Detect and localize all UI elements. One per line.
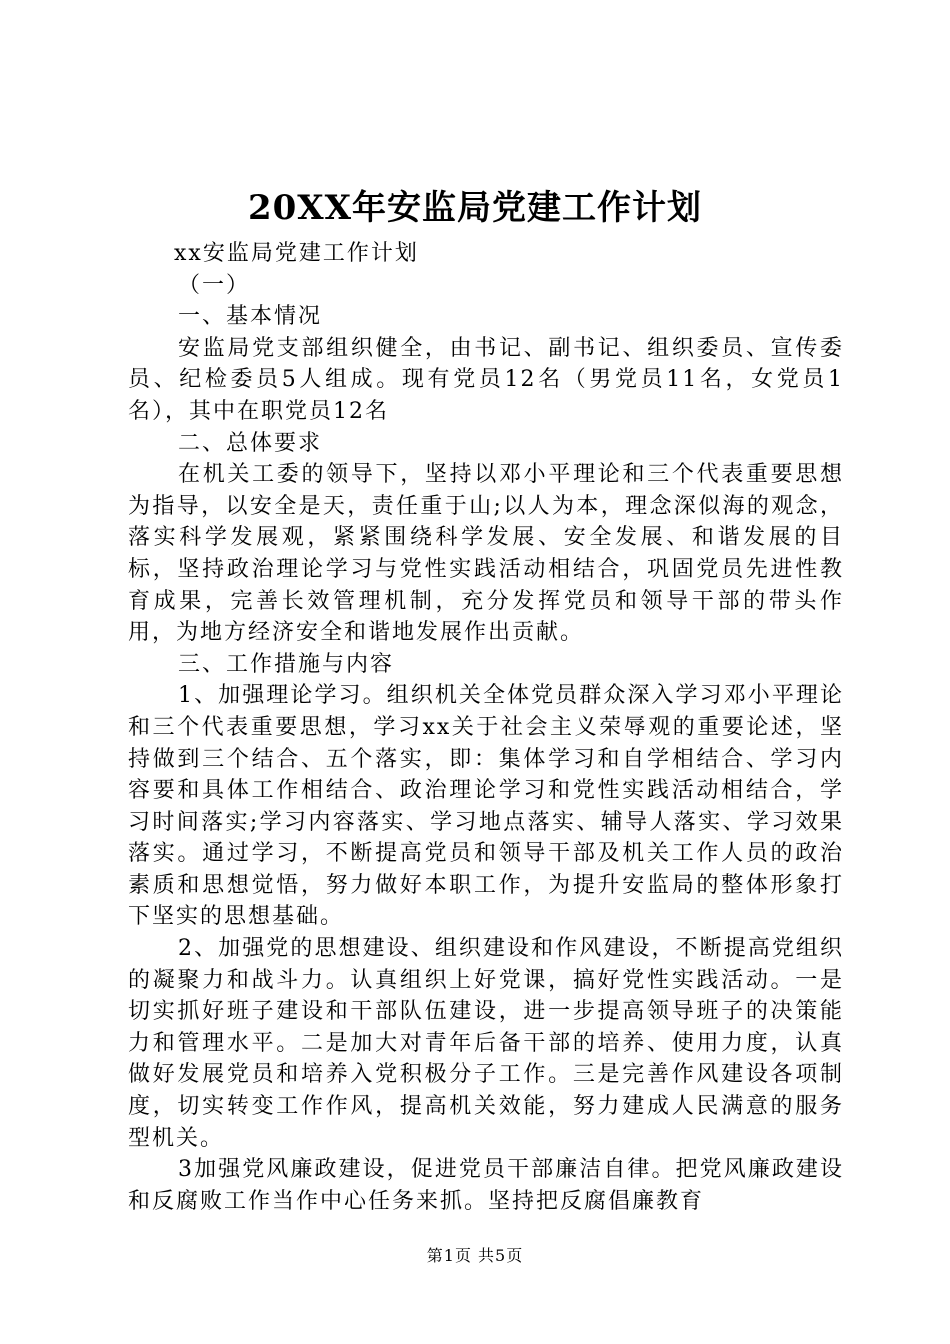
heading-basic-situation: 一、基本情况	[178, 304, 323, 330]
document-title: 20XX年安监局党建工作计划	[247, 188, 703, 228]
section-number-paragraph: （一）	[178, 272, 251, 298]
heading-work-measures: 三、工作措施与内容	[178, 651, 395, 677]
subtitle-paragraph: xx安监局党建工作计划	[174, 241, 419, 266]
measure-3-paragraph: 3加强党风廉政建设，促进党员干部廉洁自律。把党风廉政建设和反腐败工作当作中心任务来抓。坚持把反腐倡廉教育	[128, 1157, 844, 1214]
basic-situation-paragraph: 安监局党支部组织健全，由书记、副书记、组织委员、宣传委员、纪检委员5人组成。现有党员12名（男党员11名，女党员1名），其中在职党员12名	[128, 335, 844, 424]
heading-overall-requirements: 二、总体要求	[178, 430, 323, 456]
document-body	[128, 238, 844, 1217]
measure-2-paragraph: 2、加强党的思想建设、组织建设和作风建设，不断提高党组织的凝聚力和战斗力。认真组织上好党课，搞好党性实践活动。一是切实抓好班子建设和干部队伍建设，进一步提高领导班子的决策能力和管理水平。二是加大对青年后备干部的培养、使用力度，认真做好发展党员和培养入党积极分子工作。三是完善作风建设各项制度，切实转变工作作风，提高机关效能，努力建成人民满意的服务型机关。	[128, 936, 844, 1151]
overall-requirements-paragraph: 在机关工委的领导下，坚持以邓小平理论和三个代表重要思想为指导，以安全是天，责任重于山;以人为本，理念深似海的观念，落实科学发展观，紧紧围绕科学发展、安全发展、和谐发展的目标，坚持政治理论学习与党性实践活动相结合，巩固党员先进性教育成果，完善长效管理机制，充分发挥党员和领导干部的带头作用，为地方经济安全和谐地发展作出贡献。	[128, 462, 844, 646]
measure-1-paragraph: 1、加强理论学习。组织机关全体党员群众深入学习邓小平理论和三个代表重要思想，学习xx关于社会主义荣辱观的重要论述，坚持做到三个结合、五个落实，即：集体学习和自学相结合、学习内容要和具体工作相结合、政治理论学习和党性实践活动相结合，学习时间落实;学习内容落实、学习地点落实、辅导人落实、学习效果落实。通过学习，不断提高党员和领导干部及机关工作人员的政治素质和思想觉悟，努力做好本职工作，为提升安监局的整体形象打下坚实的思想基础。	[128, 683, 844, 930]
page-footer: 第1页 共5页	[426, 1246, 524, 1265]
